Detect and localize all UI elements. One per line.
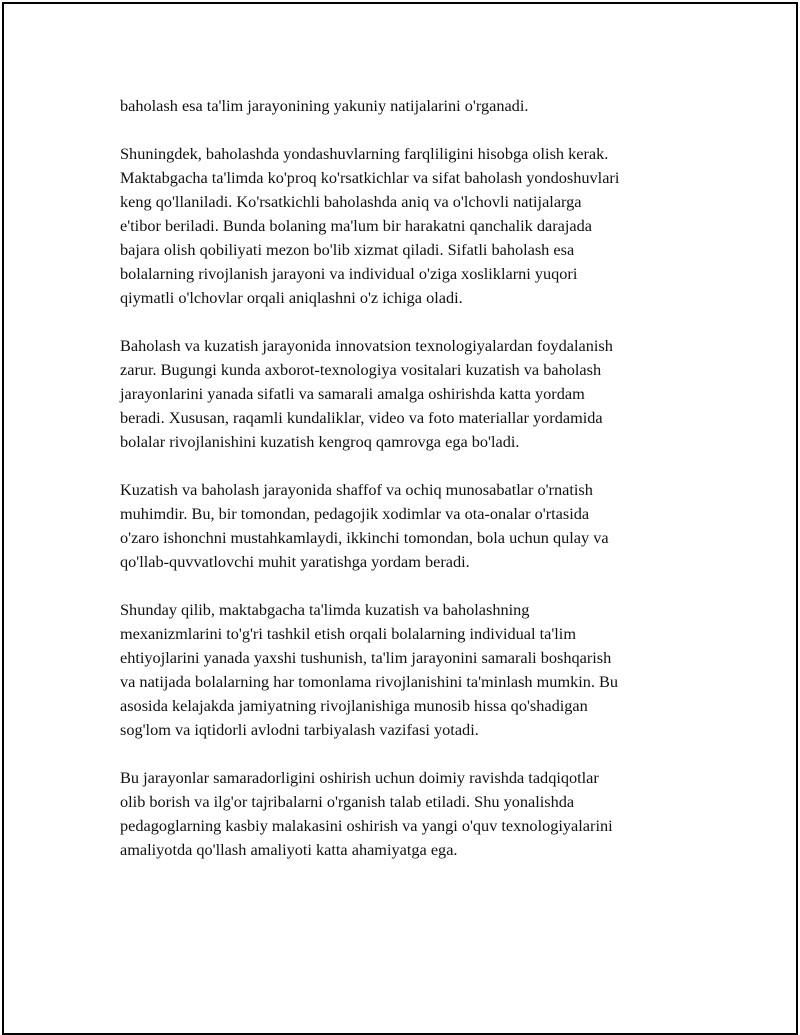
paragraph-3 [120, 334, 700, 454]
text-line: asosida kelajakda jamiyatning rivojlanishiga munosib hissa qo'shadigan [120, 696, 588, 715]
text-line: Baholash va kuzatish jarayonida innovatsion texnologiyalardan foydalanish [120, 336, 613, 355]
text-line: Maktabgacha ta'limda ko'proq ko'rsatkichlar va sifat baholash yondoshuvlari [120, 168, 620, 187]
text-line: ehtiyojlarini yanada yaxshi tushunish, ta'lim jarayonini samarali boshqarish [120, 648, 612, 667]
paragraph-1 [120, 94, 700, 118]
document-body [120, 94, 700, 886]
text-line: zarur. Bugungi kunda axborot-texnologiya vositalari kuzatish va baholash [120, 360, 602, 379]
text-line: baholash esa ta'lim jarayonining yakuniy natijalarini o'rganadi. [120, 96, 529, 115]
text-line: bolalar rivojlanishini kuzatish kengroq qamrovga ega bo'ladi. [120, 432, 520, 451]
text-line: Shunday qilib, maktabgacha ta'limda kuzatish va baholashning [120, 600, 530, 619]
text-line: qiymatli o'lchovlar orqali aniqlashni o'z ichiga oladi. [120, 288, 463, 307]
text-line: qo'llab-quvvatlovchi muhit yaratishga yordam beradi. [120, 552, 470, 571]
page-frame [2, 2, 798, 1035]
text-line: bajara olish qobiliyati mezon bo'lib xizmat qiladi. Sifatli baholash esa [120, 240, 575, 259]
text-line: pedagoglarning kasbiy malakasini oshirish va yangi o'quv texnologiyalarini [120, 816, 613, 835]
paragraph-5 [120, 598, 700, 742]
text-line: sog'lom va iqtidorli avlodni tarbiyalash vazifasi yotadi. [120, 720, 479, 739]
text-line: bolalarning rivojlanish jarayoni va individual o'ziga xosliklarni yuqori [120, 264, 578, 283]
text-line: va natijada bolalarning har tomonlama rivojlanishini ta'minlash mumkin. Bu [120, 672, 619, 691]
text-line: beradi. Xususan, raqamli kundaliklar, video va foto materiallar yordamida [120, 408, 603, 427]
text-line: jarayonlarini yanada sifatli va samarali amalga oshirishda katta yordam [120, 384, 585, 403]
paragraph-2 [120, 142, 700, 310]
text-line: e'tibor beriladi. Bunda bolaning ma'lum bir harakatni qanchalik darajada [120, 216, 592, 235]
text-line: olib borish va ilg'or tajribalarni o'rganish talab etiladi. Shu yonalishda [120, 792, 575, 811]
text-line: keng qo'llaniladi. Ko'rsatkichli baholashda aniq va o'lchovli natijalarga [120, 192, 582, 211]
text-line: amaliyotda qo'llash amaliyoti katta ahamiyatga ega. [120, 840, 458, 859]
paragraph-4 [120, 478, 700, 574]
text-line: Shuningdek, baholashda yondashuvlarning farqliligini hisobga olish kerak. [120, 144, 609, 163]
text-line: muhimdir. Bu, bir tomondan, pedagojik xodimlar va ota-onalar o'rtasida [120, 504, 590, 523]
text-line: Bu jarayonlar samaradorligini oshirish uchun doimiy ravishda tadqiqotlar [120, 768, 599, 787]
text-line: Kuzatish va baholash jarayonida shaffof va ochiq munosabatlar o'rnatish [120, 480, 593, 499]
paragraph-6 [120, 766, 700, 862]
text-line: mexanizmlarini to'g'ri tashkil etish orqali bolalarning individual ta'lim [120, 624, 576, 643]
text-line: o'zaro ishonchni mustahkamlaydi, ikkinchi tomondan, bola uchun qulay va [120, 528, 609, 547]
